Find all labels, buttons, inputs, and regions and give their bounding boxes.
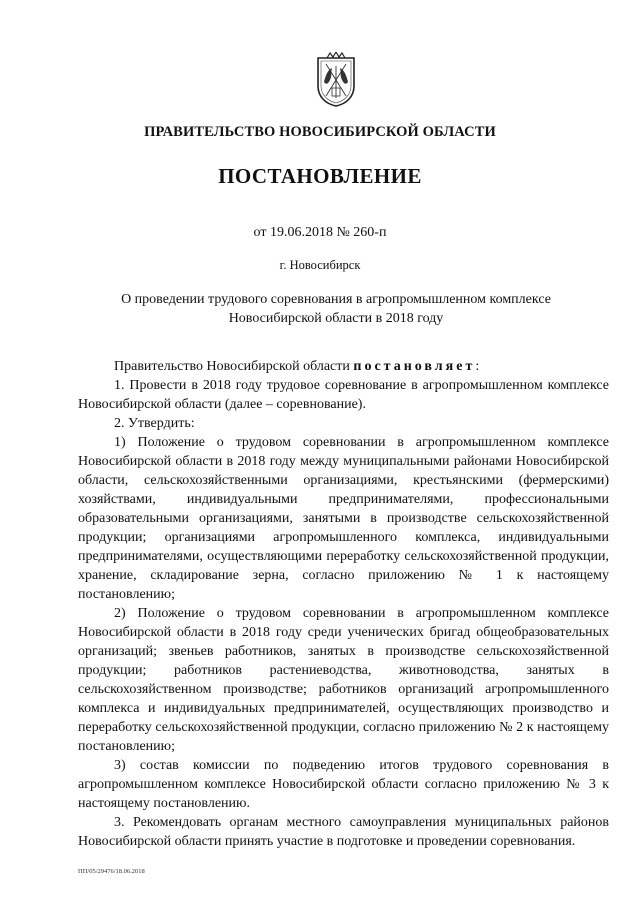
document-body bbox=[78, 357, 609, 851]
intro-colon: : bbox=[475, 359, 480, 374]
item-3: 3. Рекомендовать органам местного самоуправления муниципальных районов Новосибирской области принять участие в подготовке и проведении соревнования. bbox=[78, 815, 609, 849]
item-1: 1. Провести в 2018 году трудовое соревнование в агропромышленном комплексе Новосибирской области (далее – соревнование). bbox=[78, 378, 609, 412]
item-2: 2. Утвердить: bbox=[114, 416, 195, 431]
document-type: ПОСТАНОВЛЕНИЕ bbox=[218, 164, 422, 188]
decree-word: постановляет bbox=[353, 359, 476, 374]
intro-text: Правительство Новосибирской области bbox=[114, 359, 350, 374]
organization-title: ПРАВИТЕЛЬСТВО НОВОСИБИРСКОЙ ОБЛАСТИ bbox=[144, 124, 496, 140]
coat-of-arms-emblem bbox=[314, 52, 358, 108]
place-of-issue: г. Новосибирск bbox=[279, 258, 361, 272]
crown-shape bbox=[327, 52, 345, 58]
footer-code: ПП/05/29476/18.06.2018 bbox=[78, 868, 145, 875]
subject-line-2: Новосибирской области в 2018 году bbox=[228, 311, 444, 326]
item-2-2: 2) Положение о трудовом соревновании в агропромышленном комплексе Новосибирской области в 2018 году среди ученических бригад общеобразовательных организаций; звеньев работников, занятых в производстве сельскохозяйственной продукции; работников растениеводства, животноводства, занятых в сельскохозяйственном производстве; работников организаций агропромышленного комплекса и индивидуальных предпринимателей, осуществляющих производство и переработку сельскохозяйственной продукции, согласно приложению № 2 к настоящему постановлению; bbox=[78, 606, 609, 754]
subject-line-1: О проведении трудового соревнования в агропромышленном комплексе bbox=[121, 292, 551, 307]
item-2-3: 3) состав комиссии по подведению итогов трудового соревнования в агропромышленном комплексе Новосибирской области согласно приложению № 3 к настоящему постановлению. bbox=[78, 758, 609, 811]
intro-paragraph bbox=[78, 357, 609, 376]
document-subject bbox=[96, 290, 576, 328]
sable-right-figure bbox=[340, 68, 348, 84]
item-2-1: 1) Положение о трудовом соревновании в агропромышленном комплексе Новосибирской области в 2018 году между муниципальными районами Новосибирской области, сельскохозяйственными организациями, крестьянскими (фермерскими) хозяйствами, индивидуальными предпринимателями, профессиональными образовательными организациями, занятыми в производстве сельскохозяйственной продукции; организациями агропромышленного комплекса, индивидуальными предпринимателями, осуществляющими переработку сельскохозяйственной продукции, хранение, складирование зерна, согласно приложению № 1 к настоящему постановлению; bbox=[78, 435, 609, 602]
date-number: от 19.06.2018 № 260-п bbox=[253, 225, 387, 240]
sable-left-figure bbox=[324, 68, 332, 84]
